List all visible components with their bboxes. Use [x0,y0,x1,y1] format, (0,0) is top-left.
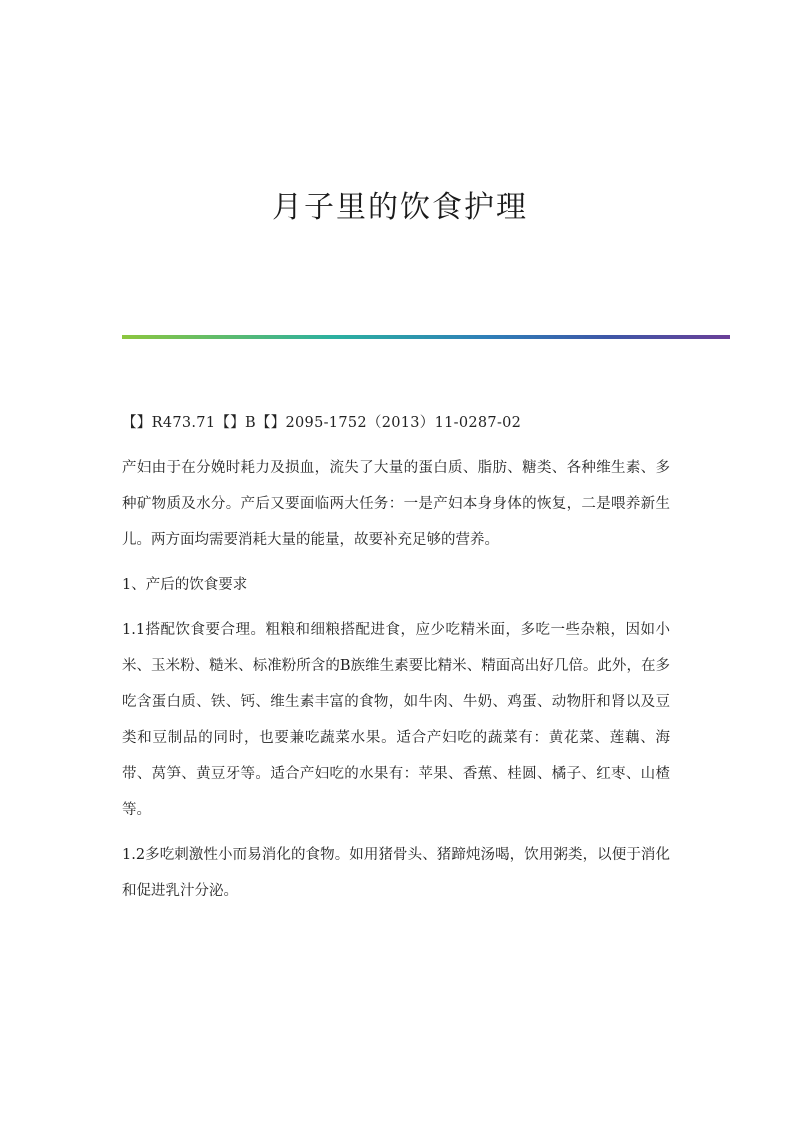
classification-line: 【】R473.71【】B【】2095-1752（2013）11-0287-02 [122,415,522,431]
paragraph-1-1: 1.1搭配饮食要合理。粗粮和细粮搭配进食，应少吃精米面，多吃一些杂粮，因如小米、玉米粉、糙米、标准粉所含的B族维生素要比精米、精面高出好几倍。此外，在多吃含蛋白质、铁、钙、维生素丰富的食物，如牛肉、牛奶、鸡蛋、动物肝和肾以及豆类和豆制品的同时，也要兼吃蔬菜水果。适合产妇吃的蔬菜有：黄花菜、莲藕、海带、莴笋、黄豆牙等。适合产妇吃的水果有：苹果、香蕉、桂圆、橘子、红枣、山楂等。 [122,622,670,818]
document-body [122,405,670,918]
section-heading: 1、产后的饮食要求 [122,577,248,593]
intro-paragraph: 产妇由于在分娩时耗力及损血，流失了大量的蛋白质、脂肪、糖类、各种维生素、多种矿物质及水分。产后又要面临两大任务：一是产妇本身身体的恢复，二是喂养新生儿。两方面均需要消耗大量的能量，故要补充足够的营养。 [122,460,670,548]
title-divider [122,335,730,339]
paragraph-1-2: 1.2多吃刺激性小而易消化的食物。如用猪骨头、猪蹄炖汤喝，饮用粥类，以便于消化和促进乳汁分泌。 [122,847,670,899]
document-title: 月子里的饮食护理 [272,190,528,225]
